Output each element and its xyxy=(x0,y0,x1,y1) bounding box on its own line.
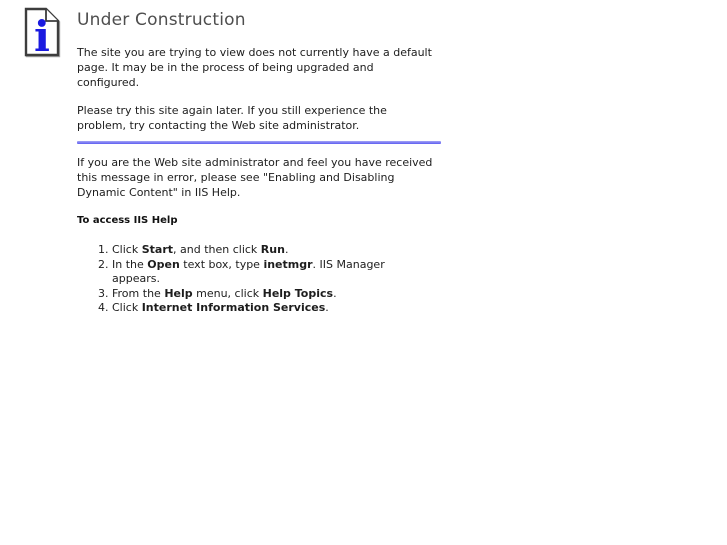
info-page-icon xyxy=(24,7,60,57)
list-item-step-4: 4. Click Internet Information Services. xyxy=(112,301,429,316)
list-item-step-2: 2. In the Open text box, type inetmgr. IIS Manager appears. xyxy=(112,258,429,287)
help-steps-list xyxy=(77,243,441,316)
list-item-step-3: 3. From the Help menu, click Help Topics. xyxy=(112,287,429,302)
paragraph-no-default-page: The site you are trying to view does not currently have a default page. It may be in the process of being upgraded and configured. xyxy=(77,46,432,89)
page-title: Under Construction xyxy=(77,10,246,30)
content-column xyxy=(77,7,441,316)
help-section-heading: To access IIS Help xyxy=(77,215,178,226)
list-item-step-1: 1. Click Start, and then click Run. xyxy=(112,243,429,258)
divider xyxy=(77,141,441,144)
icon-cell xyxy=(24,7,60,57)
paragraph-administrator-note: If you are the Web site administrator and feel you have received this message in error, please see "Enabling and Disabling Dynamic Content" in IIS Help. xyxy=(77,156,433,199)
paragraph-try-later: Please try this site again later. If you still experience the problem, try contacting the Web site administrator. xyxy=(77,104,387,132)
info-letter: i xyxy=(34,12,50,57)
